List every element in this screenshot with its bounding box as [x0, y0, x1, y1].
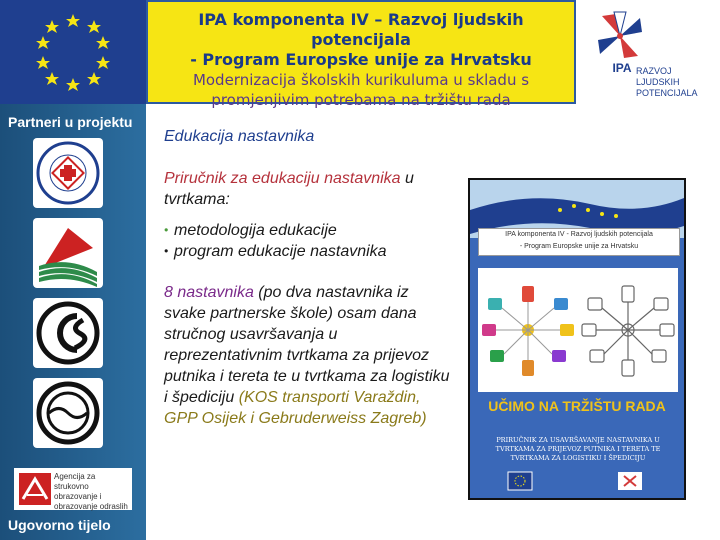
school-seal-icon — [33, 138, 103, 208]
eu-stars-icon — [0, 0, 146, 104]
bullet-item — [164, 220, 454, 241]
handbook-line — [164, 168, 454, 210]
trucks-circle-icon — [478, 268, 678, 392]
cover-logos-icon — [478, 470, 678, 492]
partners-sidebar — [0, 104, 146, 540]
header-line-1: IPA komponenta IV – Razvoj ljudskih potencijala — [198, 10, 524, 49]
partner-logo-cs — [33, 298, 103, 368]
companies-list: (KOS transporti Varaždin, GPP Osijek i Gebruderweiss Zagreb) — [164, 389, 427, 427]
sidebar-footer: Ugovorno tijelo — [8, 517, 111, 533]
cover-footer-logos — [478, 470, 678, 492]
teachers-desc: (po dva nastavnika iz svake partnerske škole) osam dana stručnog usavršavanja u reprezentativnim tvrtkama za prijevoz putnika i tereta te u tvrtkama za logistiku i špediciju — [164, 284, 450, 406]
header-line-4: promjenjivim potrebama na tržištu rada — [211, 91, 511, 109]
bullet-item — [164, 241, 454, 262]
handbook-suffix: u tvrtkama: — [164, 170, 414, 208]
header-line-2: - Program Europske unije za Hrvatsku — [190, 50, 532, 69]
ipa-text-line-3: POTENCIJALA — [636, 88, 698, 98]
cover-banner-line-2: - Program Europske unije za Hrvatsku — [519, 243, 639, 250]
cover-vehicles-illustration — [478, 268, 678, 392]
bullet-text: program edukacije nastavnika — [174, 243, 387, 260]
cover-banner-line-1: IPA komponenta IV - Razvoj ljudskih potencijala — [505, 231, 653, 238]
cs-logo-icon — [33, 298, 103, 368]
header-line-3: Modernizacija školskih kurikuluma u skladu s — [192, 71, 530, 89]
bullet-text: metodologija edukacije — [174, 222, 337, 239]
ipa-text-line-1: RAZVOJ — [636, 66, 672, 76]
teachers-paragraph — [164, 282, 454, 429]
cover-subtitle: PRIRUČNIK ZA USAVRŠAVANJE NASTAVNIKA U TVRTKAMA ZA PRIJEVOZ PUTNIKA I TERETA TE TVRTKAMA ZA LOGISTIKU I ŠPEDICIJU — [495, 436, 661, 462]
main-content — [164, 126, 454, 429]
handbook-cover — [468, 178, 686, 500]
agency-emblem-icon — [17, 471, 53, 507]
stripes-logo-icon — [33, 218, 103, 288]
handbook-title: Priručnik za edukaciju nastavnika — [164, 170, 401, 187]
ipa-logo — [576, 0, 720, 104]
cover-banner — [478, 228, 680, 256]
slide-title: Edukacija nastavnika — [164, 128, 315, 145]
partner-logo-strojarska — [33, 138, 103, 208]
partner-logo-wave — [33, 378, 103, 448]
spacer — [164, 147, 454, 168]
sidebar-title: Partneri u projektu — [8, 114, 133, 130]
spacer — [164, 210, 454, 220]
agency-logo — [14, 468, 132, 510]
ipa-text-line-2: LJUDSKIH — [636, 77, 680, 87]
teachers-count: 8 nastavnika — [164, 284, 254, 301]
ipa-mark: IPA — [612, 61, 632, 75]
header-banner — [146, 0, 576, 109]
spacer — [164, 262, 454, 282]
cover-heading: UČIMO NA TRŽIŠTU RADA — [488, 398, 666, 414]
wave-logo-icon — [33, 378, 103, 448]
bullet-list — [164, 220, 454, 262]
ipa-logo-text — [636, 66, 698, 99]
agency-name: Agencija za strukovno obrazovanje i obrazovanje odraslih — [54, 472, 128, 511]
partner-logo-green-red — [33, 218, 103, 288]
eu-flag — [0, 0, 146, 104]
